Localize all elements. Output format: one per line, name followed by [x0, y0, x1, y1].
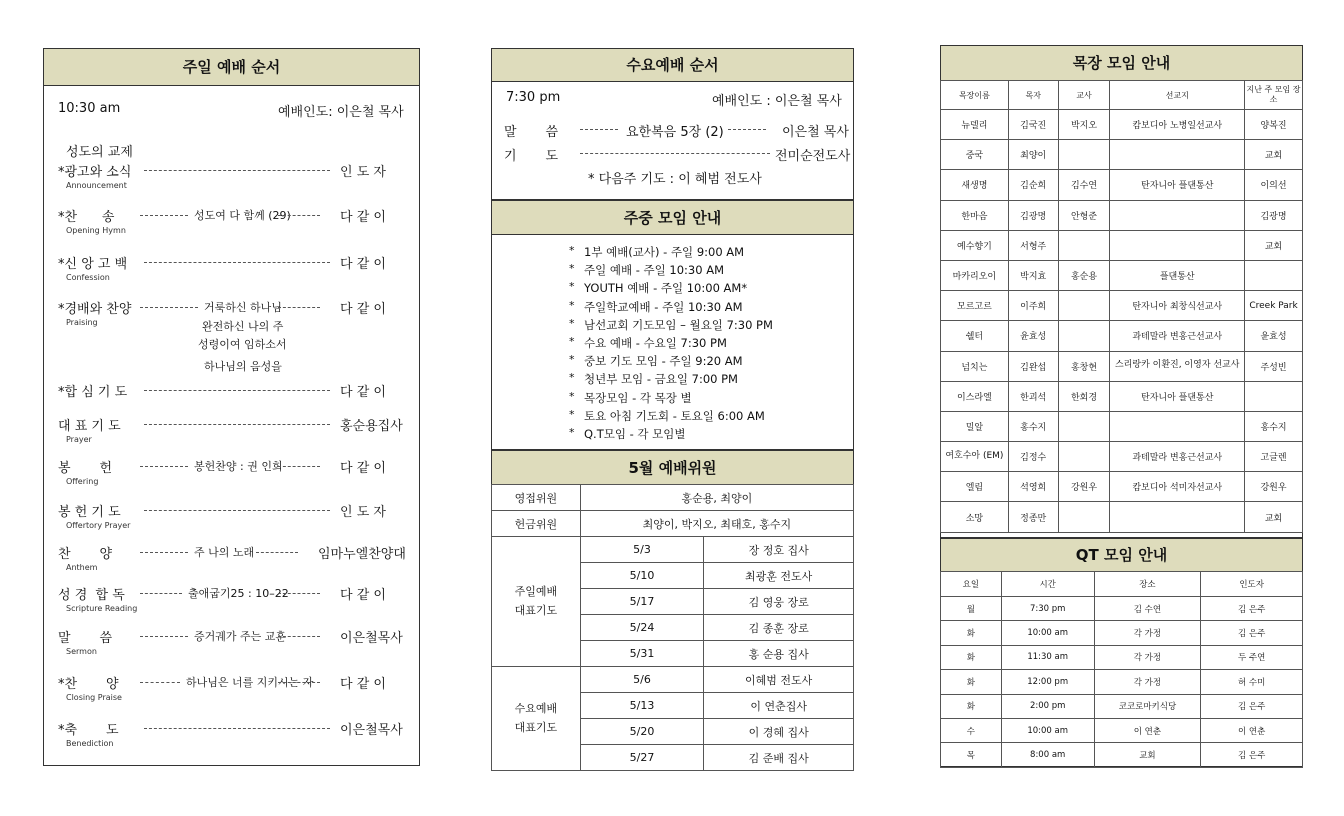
table-row	[941, 472, 1303, 502]
mokjang-cell: 김광명	[1245, 200, 1303, 230]
mokjang-cell: 교회	[1245, 502, 1303, 532]
qt-cell: 각 가정	[1094, 645, 1201, 669]
bullet-icon: *	[569, 335, 575, 348]
leader-line	[140, 682, 180, 683]
mokjang-cell: 홍창현	[1058, 351, 1110, 381]
qt-cell: 김 은주	[1201, 694, 1303, 718]
service-item-name: *축 도	[58, 723, 119, 738]
service-item-person: 다 같 이	[340, 385, 386, 400]
table-row	[941, 140, 1303, 170]
mokjang-cell	[1058, 502, 1110, 532]
service-item-english: Anthem	[66, 563, 98, 572]
prayer-date: 5/6	[580, 667, 704, 693]
prayer-person: 최광훈 전도사	[704, 563, 854, 589]
weekly-meeting-item: Q.T모임 - 각 모임별	[584, 427, 686, 441]
service-item-english: Confession	[66, 273, 110, 282]
mokjang-cell: 박지효	[1008, 260, 1058, 290]
qt-cell: 10:00 am	[1001, 621, 1094, 645]
qt-cell: 10:00 am	[1001, 718, 1094, 742]
leader-line	[278, 215, 320, 216]
wednesday-service-panel	[491, 48, 854, 200]
qt-cell: 11:30 am	[1001, 645, 1094, 669]
mokjang-cell	[1058, 291, 1110, 321]
mokjang-cell: 김국진	[1008, 110, 1058, 140]
sermon-leader-line-1	[580, 129, 618, 130]
service-item-person: 다 같 이	[340, 302, 386, 317]
service-item-detail: 봉헌찬양 : 권 인희	[194, 460, 283, 473]
greeting-label: 영접위원	[492, 485, 581, 511]
prayer-person: 이 경혜 집사	[704, 719, 854, 745]
service-item-name: *합 심 기 도	[58, 385, 128, 400]
prayer-leader-line	[580, 153, 770, 154]
mokjang-cell: 캄보디아 노병일선교사	[1110, 110, 1245, 140]
qt-cell: 교회	[1094, 743, 1201, 767]
leader-line	[140, 636, 188, 637]
table-row	[941, 597, 1303, 621]
qt-cell: 허 수미	[1201, 670, 1303, 694]
service-item-english: Offering	[66, 477, 99, 486]
table-row	[492, 485, 854, 511]
qt-cell: 목	[941, 743, 1002, 767]
mokjang-cell: 홍수지	[1245, 411, 1303, 441]
mokjang-cell: 김광명	[1008, 200, 1058, 230]
mokjang-cell: 밀알	[941, 411, 1009, 441]
prayer-date: 5/31	[580, 641, 704, 667]
table-row	[941, 381, 1303, 411]
qt-cell: 8:00 am	[1001, 743, 1094, 767]
table-header-row	[941, 81, 1303, 110]
service-item-detail: 증거궤가 주는 교훈	[194, 630, 287, 643]
prayer-person: 이 연춘집사	[704, 693, 854, 719]
mokjang-cell: 김수연	[1058, 170, 1110, 200]
qt-cell: 이 연춘	[1094, 718, 1201, 742]
leader-line	[140, 593, 182, 594]
bullet-icon: *	[569, 407, 575, 421]
mokjang-cell: 강원우	[1058, 472, 1110, 502]
leader-line	[144, 390, 330, 391]
bullet-icon: *	[569, 262, 575, 276]
mokjang-cell: 탄자니아 플댄통산	[1110, 170, 1245, 200]
table-row	[941, 291, 1303, 321]
qt-cell: 2:00 pm	[1001, 694, 1094, 718]
table-row	[941, 645, 1303, 669]
mokjang-cell	[1110, 200, 1245, 230]
prayer-date: 5/3	[580, 537, 704, 563]
service-item-person: 다 같 이	[340, 461, 386, 476]
greeting-names: 홍순용, 최양이	[580, 485, 853, 511]
mokjang-cell	[1110, 411, 1245, 441]
wednesday-next-prayer: * 다음주 기도 : 이 혜범 전도사	[588, 172, 762, 187]
service-item-english: Closing Praise	[66, 693, 122, 702]
prayer-date: 5/20	[580, 719, 704, 745]
bullet-icon: *	[569, 353, 575, 367]
prayer-person: 장 정호 집사	[704, 537, 854, 563]
mokjang-cell: 탄자니아 플댄통산	[1110, 381, 1245, 411]
mokjang-cell: 새생명	[941, 170, 1009, 200]
sunday-leader: 예배인도: 이은철 목사	[278, 105, 404, 120]
mokjang-cell: 중국	[941, 140, 1009, 170]
leader-line	[278, 593, 320, 594]
mokjang-cell	[1245, 381, 1303, 411]
sermon-leader-line-2	[728, 129, 766, 130]
mokjang-cell: 캄보디아 석미자선교사	[1110, 472, 1245, 502]
service-item-detail: 출애굽기25 : 10–22	[188, 587, 289, 600]
table-row	[941, 110, 1303, 140]
bullet-icon: *	[569, 371, 575, 385]
praise-song-3: 성령이여 임하소서	[198, 338, 287, 351]
prayer-group-label	[492, 667, 581, 771]
mokjang-cell: 안형준	[1058, 200, 1110, 230]
bullet-icon: *	[569, 298, 575, 312]
table-row	[941, 321, 1303, 351]
service-item-name: 성 경 합 독	[58, 588, 125, 603]
sunday-time: 10:30 am	[58, 101, 121, 116]
qt-cell: 각 가정	[1094, 670, 1201, 694]
qt-cell: 각 가정	[1094, 621, 1201, 645]
mokjang-cell	[1245, 260, 1303, 290]
mokjang-cell: 서형주	[1008, 230, 1058, 260]
wednesday-prayer-person: 전미순전도사	[775, 149, 851, 164]
sunday-service-panel	[43, 48, 420, 766]
prayer-person: 김 영웅 장로	[704, 589, 854, 615]
prayer-group-label-line: 대표기도	[514, 720, 558, 734]
qt-cell: 김 은주	[1201, 621, 1303, 645]
mokjang-cell: 고글렌	[1245, 442, 1303, 472]
mokjang-cell: 스리랑카 이환진, 이영자 선교사	[1110, 351, 1245, 381]
qt-panel	[940, 538, 1303, 767]
service-item-person: 인 도 자	[340, 505, 386, 520]
mokjang-panel	[940, 45, 1303, 538]
prayer-person: 홍 순용 집사	[704, 641, 854, 667]
wednesday-time: 7:30 pm	[506, 90, 561, 105]
mokjang-cell: 이스라엘	[941, 381, 1009, 411]
mokjang-cell: 한괴석	[1008, 381, 1058, 411]
fellowship-label: 성도의 교제	[66, 145, 133, 160]
qt-cell: 코코로마키식당	[1094, 694, 1201, 718]
qt-title: QT 모임 안내	[941, 539, 1302, 572]
leader-line	[256, 552, 298, 553]
service-item-detail: 성도여 다 함께 (29)	[194, 209, 291, 222]
qt-cell: 화	[941, 694, 1002, 718]
leader-line	[278, 682, 320, 683]
service-item-person: 이은철목사	[340, 631, 403, 646]
service-item-detail: 거룩하신 하나님	[204, 301, 282, 314]
mokjang-cell	[1110, 230, 1245, 260]
table-row	[941, 502, 1303, 532]
service-item-name: 봉 헌	[58, 461, 113, 476]
table-row	[492, 667, 854, 693]
wednesday-leader: 예배인도 : 이은철 목사	[712, 94, 842, 109]
weekly-meeting-item: 청년부 모임 - 금요일 7:00 PM	[584, 372, 738, 387]
mokjang-cell	[1058, 411, 1110, 441]
weekly-meeting-item: YOUTH 예배 - 주일 10:00 AM*	[584, 281, 748, 296]
qt-cell: 화	[941, 645, 1002, 669]
bullet-icon: *	[569, 389, 575, 403]
mokjang-cell: 김순희	[1008, 170, 1058, 200]
mokjang-cell: 김정수	[1008, 442, 1058, 472]
table-row	[941, 718, 1303, 742]
qt-cell: 두 주연	[1201, 645, 1303, 669]
leader-line	[144, 262, 330, 263]
column-header: 인도자	[1201, 572, 1303, 597]
weekly-meeting-item: 수요 예배 - 수요일 7:30 PM	[584, 336, 727, 350]
mokjang-cell	[1058, 140, 1110, 170]
column-header: 선교지	[1110, 81, 1245, 110]
prayer-person: 김 준배 집사	[704, 745, 854, 771]
table-row	[941, 411, 1303, 441]
service-item-detail: 주 나의 노래	[194, 546, 255, 559]
mokjang-cell: 소망	[941, 502, 1009, 532]
service-item-name: *찬 양	[58, 677, 119, 692]
bullet-icon: *	[569, 316, 575, 330]
qt-table	[940, 571, 1303, 768]
may-committee-table	[491, 484, 854, 771]
mokjang-cell: 뉴델리	[941, 110, 1009, 140]
qt-cell: 화	[941, 670, 1002, 694]
mokjang-cell: 석영희	[1008, 472, 1058, 502]
bullet-icon: *	[569, 280, 575, 294]
leader-line	[140, 215, 188, 216]
leader-line	[144, 424, 330, 425]
mokjang-cell: 교회	[1245, 230, 1303, 260]
prayer-person: 김 종훈 장로	[704, 615, 854, 641]
mokjang-cell: 모르고르	[941, 291, 1009, 321]
service-item-person: 이은철목사	[340, 723, 403, 738]
service-item-english: Benediction	[66, 739, 114, 748]
qt-cell: 12:00 pm	[1001, 670, 1094, 694]
prayer-date: 5/24	[580, 615, 704, 641]
praise-song-4: 하나님의 음성을	[204, 360, 282, 373]
service-item-person: 임마누엘찬양대	[318, 547, 406, 562]
service-item-name: *경배와 찬양	[58, 302, 132, 317]
mokjang-cell: 한회경	[1058, 381, 1110, 411]
qt-cell: 화	[941, 621, 1002, 645]
weekly-meeting-item: 1부 예배(교사) - 주일 9:00 AM	[584, 245, 745, 259]
mokjang-cell: 엘림	[941, 472, 1009, 502]
leader-line	[144, 728, 330, 729]
table-row	[941, 442, 1303, 472]
mokjang-cell: 넘치는	[941, 351, 1009, 381]
service-item-english: Announcement	[66, 181, 127, 190]
service-item-name: 찬 양	[58, 547, 113, 562]
mokjang-table	[940, 80, 1303, 533]
mokjang-cell: 홍순용	[1058, 260, 1110, 290]
qt-cell: 김 수연	[1094, 597, 1201, 621]
prayer-person: 이혜범 전도사	[704, 667, 854, 693]
mokjang-cell: 탄자니아 최창식선교사	[1110, 291, 1245, 321]
leader-line	[140, 552, 188, 553]
mokjang-cell: 정종만	[1008, 502, 1058, 532]
weekly-meetings-title: 주중 모임 안내	[492, 201, 853, 235]
weekly-meeting-item: 토요 아침 기도회 - 토요일 6:00 AM	[584, 408, 765, 423]
service-item-person: 다 같 이	[340, 677, 386, 692]
prayer-group-label-line: 대표기도	[514, 603, 558, 617]
qt-cell: 7:30 pm	[1001, 597, 1094, 621]
wednesday-sermon-person: 이은철 목사	[782, 125, 849, 140]
mokjang-cell: 최양이	[1008, 140, 1058, 170]
table-row	[941, 170, 1303, 200]
column-header: 목자	[1008, 81, 1058, 110]
mokjang-cell: 주성빈	[1245, 351, 1303, 381]
mokjang-cell: 과테말라 변홍근선교사	[1110, 442, 1245, 472]
qt-cell: 월	[941, 597, 1002, 621]
prayer-date: 5/27	[580, 745, 704, 771]
prayer-group-label-line: 주일예배	[514, 584, 558, 598]
mokjang-cell: Creek Park	[1245, 291, 1303, 321]
mokjang-cell: 여호수아 (EM)	[941, 442, 1009, 472]
prayer-date: 5/10	[580, 563, 704, 589]
leader-line	[140, 307, 198, 308]
mokjang-cell: 김완섭	[1008, 351, 1058, 381]
bullet-icon: *	[569, 426, 575, 439]
leader-line	[278, 307, 320, 308]
service-item-english: Offertory Prayer	[66, 521, 131, 530]
service-item-english: Prayer	[66, 435, 92, 444]
service-item-name: 말 씀	[58, 631, 113, 646]
service-item-name: *광고와 소식	[58, 165, 132, 180]
mokjang-cell: 이주희	[1008, 291, 1058, 321]
table-header-row	[941, 572, 1303, 597]
service-item-name: 봉 헌 기 도	[58, 505, 121, 520]
qt-cell: 김 은주	[1201, 743, 1303, 767]
mokjang-cell: 플댄통산	[1110, 260, 1245, 290]
leader-line	[144, 170, 330, 171]
column-header: 지난 주 모임 장소	[1245, 81, 1303, 110]
weekly-meeting-item: 주일학교예배 - 주일 10:30 AM	[584, 299, 743, 314]
table-row	[492, 511, 854, 537]
mokjang-cell: 마카리오이	[941, 260, 1009, 290]
table-row	[941, 230, 1303, 260]
table-row	[941, 670, 1303, 694]
mokjang-cell: 교회	[1245, 140, 1303, 170]
column-header: 시간	[1001, 572, 1094, 597]
service-item-detail: 하나님은 너를 지키시는 자	[186, 676, 314, 689]
prayer-group-label	[492, 537, 581, 667]
wednesday-prayer-label: 기 도	[504, 149, 559, 164]
may-committee-title: 5월 예배위원	[492, 451, 853, 485]
service-item-name: 대 표 기 도	[58, 419, 121, 434]
mokjang-cell: 쉘터	[941, 321, 1009, 351]
weekly-meeting-item: 목장모임 - 각 목장 별	[584, 390, 692, 405]
table-row	[941, 694, 1303, 718]
weekly-meeting-item: 남선교회 기도모임 – 월요일 7:30 PM	[584, 317, 773, 332]
leader-line	[140, 466, 188, 467]
wednesday-sermon-label: 말 씀	[504, 125, 559, 140]
column-header: 교사	[1058, 81, 1110, 110]
service-item-name: *신 앙 고 백	[58, 257, 128, 272]
wednesday-sermon-text: 요한복음 5장 (2)	[626, 125, 724, 140]
service-item-person: 인 도 자	[340, 165, 386, 180]
offering-names: 최양이, 박지오, 최태호, 홍수지	[580, 511, 853, 537]
table-row	[941, 200, 1303, 230]
wednesday-service-title: 수요예배 순서	[492, 49, 853, 82]
weekly-meetings-panel	[491, 200, 854, 450]
mokjang-cell: 과테말라 변홍근선교사	[1110, 321, 1245, 351]
mokjang-cell	[1058, 442, 1110, 472]
mokjang-cell: 양복진	[1245, 110, 1303, 140]
bullet-icon: *	[569, 244, 575, 257]
leader-line	[144, 510, 330, 511]
table-row	[941, 351, 1303, 381]
service-item-person: 다 같 이	[340, 257, 386, 272]
qt-cell: 수	[941, 718, 1002, 742]
prayer-group-label-line: 수요예배	[514, 701, 558, 715]
service-item-english: Opening Hymn	[66, 226, 126, 235]
mokjang-cell	[1058, 230, 1110, 260]
mokjang-title: 목장 모임 안내	[941, 46, 1302, 81]
table-row	[941, 260, 1303, 290]
table-row	[492, 537, 854, 563]
leader-line	[278, 466, 320, 467]
praise-song-2: 완전하신 나의 주	[202, 320, 284, 333]
service-item-person: 홍순용집사	[340, 419, 403, 434]
leader-line	[278, 636, 320, 637]
mokjang-cell: 예수향기	[941, 230, 1009, 260]
mokjang-cell: 강원우	[1245, 472, 1303, 502]
mokjang-cell	[1110, 502, 1245, 532]
offering-label: 헌금위원	[492, 511, 581, 537]
mokjang-cell: 윤효성	[1008, 321, 1058, 351]
sunday-service-title: 주일 예배 순서	[44, 49, 419, 86]
service-item-english: Praising	[66, 318, 98, 327]
prayer-date: 5/17	[580, 589, 704, 615]
may-committee-panel	[491, 450, 854, 766]
column-header: 목장이름	[941, 81, 1009, 110]
mokjang-cell: 홍수지	[1008, 411, 1058, 441]
mokjang-cell	[1058, 321, 1110, 351]
weekly-meeting-item: 중보 기도 모임 - 주일 9:20 AM	[584, 354, 743, 369]
table-row	[941, 621, 1303, 645]
service-item-person: 다 같 이	[340, 210, 386, 225]
column-header: 장소	[1094, 572, 1201, 597]
qt-cell: 이 연춘	[1201, 718, 1303, 742]
service-item-name: *찬 송	[58, 210, 115, 225]
weekly-meeting-item: 주일 예배 - 주일 10:30 AM	[584, 263, 725, 278]
prayer-date: 5/13	[580, 693, 704, 719]
service-item-person: 다 같 이	[340, 588, 386, 603]
table-row	[941, 743, 1303, 767]
service-item-english: Scripture Reading	[66, 604, 138, 613]
mokjang-cell: 한마음	[941, 200, 1009, 230]
column-header: 요일	[941, 572, 1002, 597]
mokjang-cell	[1110, 140, 1245, 170]
mokjang-cell: 박지오	[1058, 110, 1110, 140]
service-item-english: Sermon	[66, 647, 97, 656]
qt-cell: 김 은주	[1201, 597, 1303, 621]
mokjang-cell: 이의선	[1245, 170, 1303, 200]
mokjang-cell: 윤효성	[1245, 321, 1303, 351]
